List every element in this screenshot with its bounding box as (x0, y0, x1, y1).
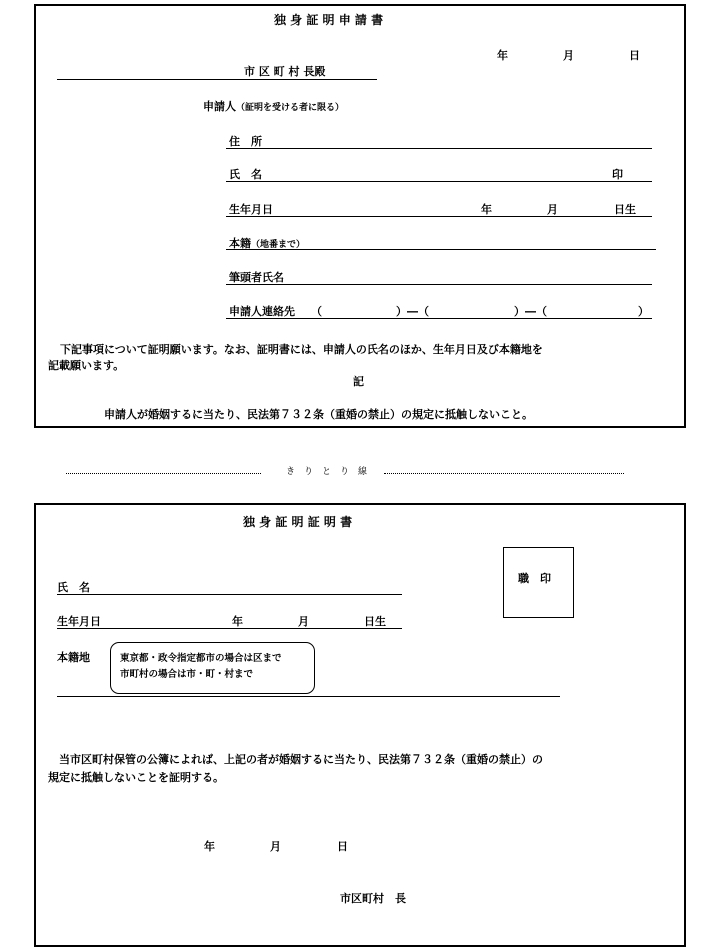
statement: 申請人が婚姻するに当たり、民法第７３２条（重婚の禁止）の規定に抵触しないこと。 (104, 408, 533, 421)
domicile-note: （地番まで） (251, 240, 306, 250)
domicile-note-line-1: 東京都・政令指定都市の場合は区まで (120, 653, 282, 664)
birth-year: 年 (481, 203, 492, 216)
cert-body-line-1: 当市区町村保管の公簿によれば、上記の者が婚姻するに当たり、民法第７３２条（重婚の禁止）の (59, 753, 543, 766)
contact-label: 申請人連絡先 (229, 305, 295, 318)
seal-label: 印 (612, 168, 623, 181)
contact-paren-2: ）―（ (396, 305, 429, 318)
applicant-label-text: 申請人 (203, 100, 236, 113)
birth-label: 生年月日 (229, 203, 273, 216)
birth-line (226, 216, 652, 217)
birth-month: 月 (547, 203, 558, 216)
cert-date-month: 月 (270, 840, 281, 853)
cert-birth-day: 日生 (364, 615, 386, 628)
cert-birth-line (57, 628, 402, 629)
cut-line-left (66, 473, 261, 474)
official-seal-label: 職 印 (518, 572, 551, 585)
certificate-form (34, 503, 686, 947)
cert-name-line (57, 594, 402, 595)
birth-day: 日生 (614, 203, 636, 216)
cert-birth-label: 生年月日 (57, 615, 101, 628)
cut-line-right (384, 473, 624, 474)
application-date-day: 日 (629, 49, 640, 62)
name-label: 氏 名 (229, 168, 262, 181)
domicile-label-text: 本籍 (229, 237, 251, 250)
cert-birth-year: 年 (232, 615, 243, 628)
domicile-note-box (110, 642, 315, 694)
cert-date-day: 日 (337, 840, 348, 853)
application-date-year: 年 (497, 49, 508, 62)
cert-name-label: 氏 名 (57, 581, 90, 594)
head-line (226, 284, 652, 285)
address-line (226, 148, 652, 149)
domicile-line (226, 249, 656, 250)
head-label: 筆頭者氏名 (229, 271, 284, 284)
contact-line (226, 318, 652, 319)
cert-body-line-2: 規定に抵触しないことを証明する。 (48, 771, 224, 784)
addressee: 市 区 町 村 長殿 (244, 65, 326, 78)
request-line-2: 記載願います。 (48, 359, 125, 372)
contact-paren-3: ）―（ (514, 305, 547, 318)
applicant-label (203, 101, 344, 113)
name-line (226, 181, 652, 182)
application-date-month: 月 (563, 49, 574, 62)
applicant-note: （証明を受ける者に限る） (236, 103, 345, 113)
cert-domicile-label: 本籍地 (57, 651, 90, 664)
cert-domicile-line (57, 696, 560, 697)
cert-signer: 市区町村 長 (340, 892, 406, 905)
addressee-line (57, 79, 377, 80)
contact-paren-1: （ (311, 305, 322, 318)
address-label: 住 所 (229, 135, 262, 148)
cut-line-label: き り と り 線 (286, 467, 368, 477)
request-line-1: 下記事項について証明願います。なお、証明書には、申請人の氏名のほか、生年月日及び本籍地を (60, 343, 543, 356)
domicile-note-line-2: 市町村の場合は市・町・村まで (120, 669, 254, 680)
cert-date-year: 年 (204, 840, 215, 853)
ki-label: 記 (353, 375, 364, 388)
certificate-title: 独 身 証 明 証 明 書 (243, 515, 353, 529)
contact-paren-4: ） (638, 305, 649, 318)
cert-birth-month: 月 (298, 615, 309, 628)
application-title: 独 身 証 明 申 請 書 (274, 13, 384, 27)
